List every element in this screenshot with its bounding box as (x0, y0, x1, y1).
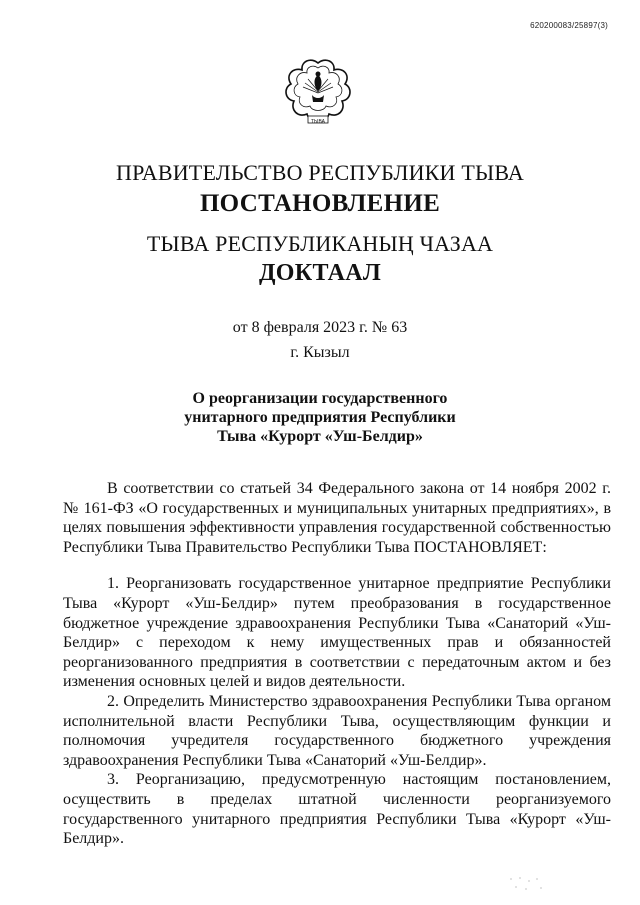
subject-line-2: унитарного предприятия Республики (184, 409, 456, 426)
subject-line-3: Тыва «Курорт «Уш-Белдир» (217, 428, 423, 445)
decree-subject (0, 389, 640, 446)
government-title-ru: ПРАВИТЕЛЬСТВО РЕСПУБЛИКИ ТЫВА (116, 160, 524, 185)
clause-paragraph: 3. Реорганизацию, предусмотренную настоящим постановлением, осуществить в пределах штатной численности реорганизуемого государственного унитарного предприятия Республики Тыва «Курорт «Уш-Белдир». (63, 771, 611, 848)
clause-paragraph: 1. Реорганизовать государственное унитарное предприятие Республики Тыва «Курорт «Уш-Белдир» путем преобразования в государственное бюджетное учреждение здравоохранения Республики Тыва «Санаторий «Уш-Белдир» с переходом к нему имущественных прав и обязанностей реорганизованного предприятия в соответствии с передаточным актом и без изменения основных целей и видов деятельности. (63, 575, 611, 691)
preamble-paragraph: В соответствии со статьей 34 Федерального закона от 14 ноября 2002 г. № 161-ФЗ «О государственных и муниципальных унитарных предприятиях», в целях повышения эффективности управления государственной собственностью Республики Тыва Правительство Республики Тыва ПОСТАНОВЛЯЕТ: (63, 480, 611, 556)
decree-body (63, 479, 611, 849)
tuva-emblem-icon (283, 55, 353, 145)
decree-city: г. Кызыл (290, 344, 350, 361)
scan-dots-decoration (508, 875, 548, 893)
clause-paragraph: 2. Определить Министерство здравоохранения Республики Тыва органом исполнительной власти Республики Тыва, осуществляющим функции и полномочия учредителя государственного бюджетного учреждения здравоохранения Республики Тыва «Санаторий «Уш-Белдир». (63, 692, 611, 769)
emblem-label: ТЫВА (311, 119, 325, 125)
decree-title-ru: ПОСТАНОВЛЕНИЕ (199, 190, 441, 217)
decree-date-number: от 8 февраля 2023 г. № 63 (232, 319, 408, 336)
government-title-tyv: ТЫВА РЕСПУБЛИКАНЫҢ ЧАЗАА (146, 231, 494, 256)
document-number: 620200083/25897(3) (530, 21, 608, 30)
subject-line-1: О реорганизации государственного (192, 390, 448, 407)
decree-title-tyv: ДОКТААЛ (258, 260, 382, 286)
